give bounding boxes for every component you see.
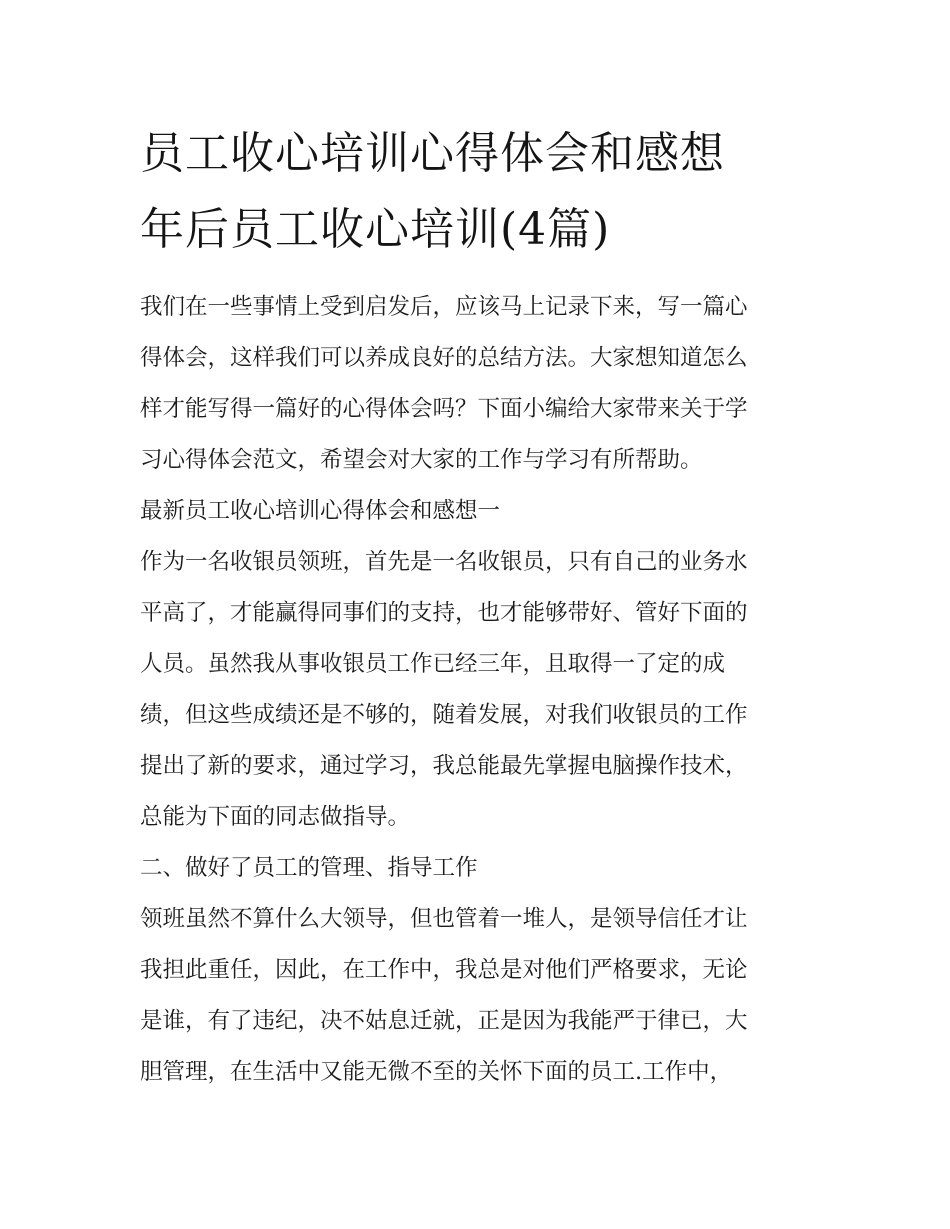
paragraph-line-5: 提出了新的要求，通过学习，我总能最先掌握电脑操作技术， bbox=[140, 753, 748, 779]
paragraph-line-6: 总能为下面的同志做指导。 bbox=[140, 804, 411, 830]
paragraph-line-10: 胆管理，在生活中又能无微不至的关怀下面的员工.工作中， bbox=[140, 1059, 733, 1085]
intro-line-1: 我们在一些事情上受到启发后，应该马上记录下来，写一篇心 bbox=[140, 294, 748, 320]
title-line-1: 员工收心培训心得体会和感想 bbox=[140, 128, 725, 179]
paragraph-line-1: 作为一名收银员领班，首先是一名收银员，只有自己的业务水 bbox=[140, 549, 748, 575]
title-line-2: 年后员工收心培训(4篇) bbox=[140, 204, 611, 255]
intro-line-2: 得体会，这样我们可以养成良好的总结方法。大家想知道怎么 bbox=[140, 345, 748, 371]
document-title bbox=[140, 116, 840, 268]
document-body bbox=[140, 282, 840, 1098]
paragraph-line-3: 人员。虽然我从事收银员工作已经三年，且取得一了定的成 bbox=[140, 651, 726, 677]
paragraph-line-9: 是谁，有了违纪，决不姑息迁就，正是因为我能严于律已，大 bbox=[140, 1008, 748, 1034]
paragraph-line-2: 平高了，才能赢得同事们的支持，也才能够带好、管好下面的 bbox=[140, 600, 748, 626]
paragraph-line-7: 领班虽然不算什么大领导，但也管着一堆人，是领导信任才让 bbox=[140, 906, 748, 932]
paragraph-line-4: 绩，但这些成绩还是不够的，随着发展，对我们收银员的工作 bbox=[140, 702, 748, 728]
section-heading-1: 最新员工收心培训心得体会和感想一 bbox=[140, 498, 501, 524]
intro-line-3: 样才能写得一篇好的心得体会吗？下面小编给大家带来关于学 bbox=[140, 396, 748, 422]
section-heading-2: 二、做好了员工的管理、指导工作 bbox=[140, 855, 478, 881]
intro-line-4: 习心得体会范文，希望会对大家的工作与学习有所帮助。 bbox=[140, 447, 703, 473]
paragraph-line-8: 我担此重任，因此，在工作中，我总是对他们严格要求，无论 bbox=[140, 957, 748, 983]
